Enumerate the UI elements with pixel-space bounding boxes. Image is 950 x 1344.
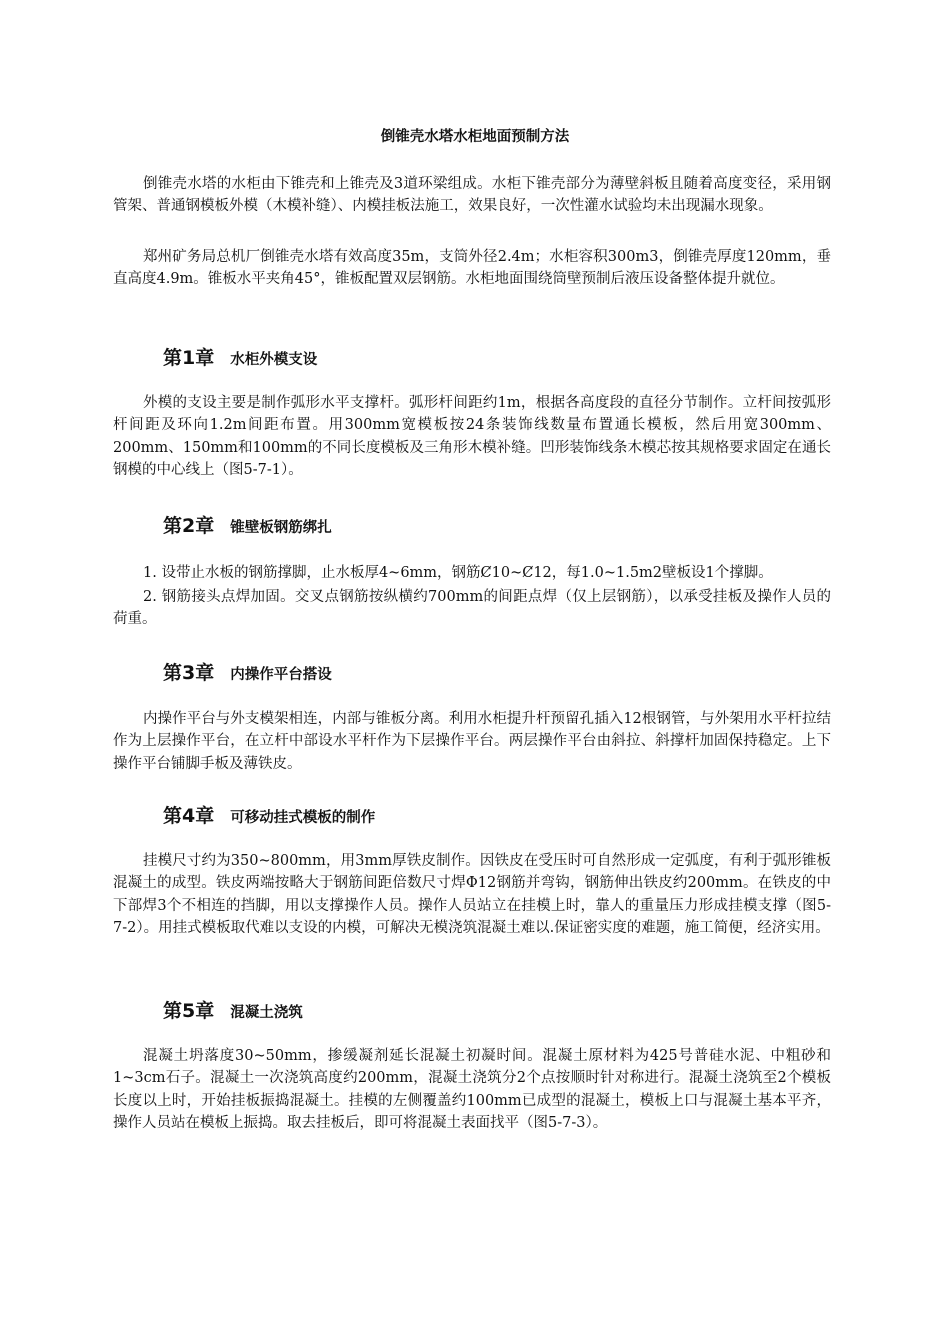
chapter-heading: [163, 343, 317, 370]
chapter-heading: [163, 511, 332, 538]
chapter-name: 锥壁板钢筋绑扎: [230, 519, 332, 536]
chapter-heading: [163, 801, 375, 828]
intro-paragraph: 郑州矿务局总机厂倒锥壳水塔有效高度35m，支筒外径2.4m；水柜容积300m3，倒锥壳厚度120mm，垂直高度4.9m。锥板水平夹角45°，锥板配置双层钢筋。水柜地面围绕筒壁预制后液压设备整体提升就位。: [113, 249, 831, 288]
chapter-name: 内操作平台搭设: [230, 666, 332, 683]
chapter-paragraph: 挂模尺寸约为350~800mm，用3mm厚铁皮制作。因铁皮在受压时可自然形成一定弧度，有利于弧形锥板混凝土的成型。铁皮两端按略大于钢筋间距倍数尺寸焊Φ12钢筋并弯钩，钢筋伸出铁皮约200mm。在铁皮的中下部焊3个不相连的挡脚，用以支撑操作人员。操作人员站立在挂模上时，靠人的重量压力形成挂模支撑（图5-7-2）。用挂式模板取代难以支设的内模，可解决无模浇筑混凝土难以.保证密实度的难题，施工简便，经济实用。: [113, 853, 831, 937]
chapter-number: 第4章: [163, 805, 215, 827]
chapter-number: 第2章: [163, 515, 215, 537]
chapter-number: 第1章: [163, 347, 215, 369]
chapter-number: 第3章: [163, 662, 215, 684]
chapter-name: 可移动挂式模板的制作: [230, 809, 376, 826]
chapter-heading: [163, 658, 332, 685]
chapter-heading: [163, 996, 303, 1023]
chapter-paragraph: 2. 钢筋接头点焊加固。交叉点钢筋按纵横约700mm的间距点焊（仅上层钢筋），以承受挂板及操作人员的荷重。: [113, 589, 831, 628]
chapter-number: 第5章: [163, 1000, 215, 1022]
chapter-paragraph: 外模的支设主要是制作弧形水平支撑杆。弧形杆间距约1m，根据各高度段的直径分节制作。立杆间按弧形杆间距及环向1.2m间距布置。用300mm宽模板按24条装饰线数量布置通长模板，然后用宽300mm、200mm、150mm和100mm的不同长度模板及三角形木模补缝。凹形装饰线条木模芯按其规格要求固定在通长钢模的中心线上（图5-7-1）。: [113, 395, 831, 479]
intro-paragraph: 倒锥壳水塔的水柜由下锥壳和上锥壳及3道环梁组成。水柜下锥壳部分为薄壁斜板且随着高度变径，采用钢管架、普通钢模板外模（木模补缝）、内模挂板法施工，效果良好，一次性灌水试验均未出现漏水现象。: [113, 176, 831, 215]
chapter-paragraph: 内操作平台与外支模架相连，内部与锥板分离。利用水柜提升杆预留孔插入12根钢管，与外架用水平杆拉结作为上层操作平台，在立杆中部设水平杆作为下层操作平台。两层操作平台由斜拉、斜撑杆加固保持稳定。上下操作平台铺脚手板及薄铁皮。: [113, 711, 831, 772]
chapter-paragraph: 混凝土坍落度30~50mm，掺缓凝剂延长混凝土初凝时间。混凝土原材料为425号普硅水泥、中粗砂和1~3cm石子。混凝土一次浇筑高度约200mm，混凝土浇筑分2个点按顺时针对称进行。混凝土浇筑至2个模板长度以上时，开始挂板振捣混凝土。挂模的左侧覆盖约100mm已成型的混凝土，模板上口与混凝土基本平齐，操作人员站在模板上振捣。取去挂板后，即可将混凝土表面找平（图5-7-3）。: [113, 1048, 831, 1132]
chapter-paragraph: 1. 设带止水板的钢筋撑脚，止水板厚4~6mm，钢筋Ȼ10~Ȼ12，每1.0~1.5m2壁板设1个撑脚。: [143, 565, 773, 581]
chapter-name: 混凝土浇筑: [230, 1004, 303, 1021]
document-title: 倒锥壳水塔水柜地面预制方法: [380, 128, 570, 145]
chapter-name: 水柜外模支设: [230, 351, 318, 368]
